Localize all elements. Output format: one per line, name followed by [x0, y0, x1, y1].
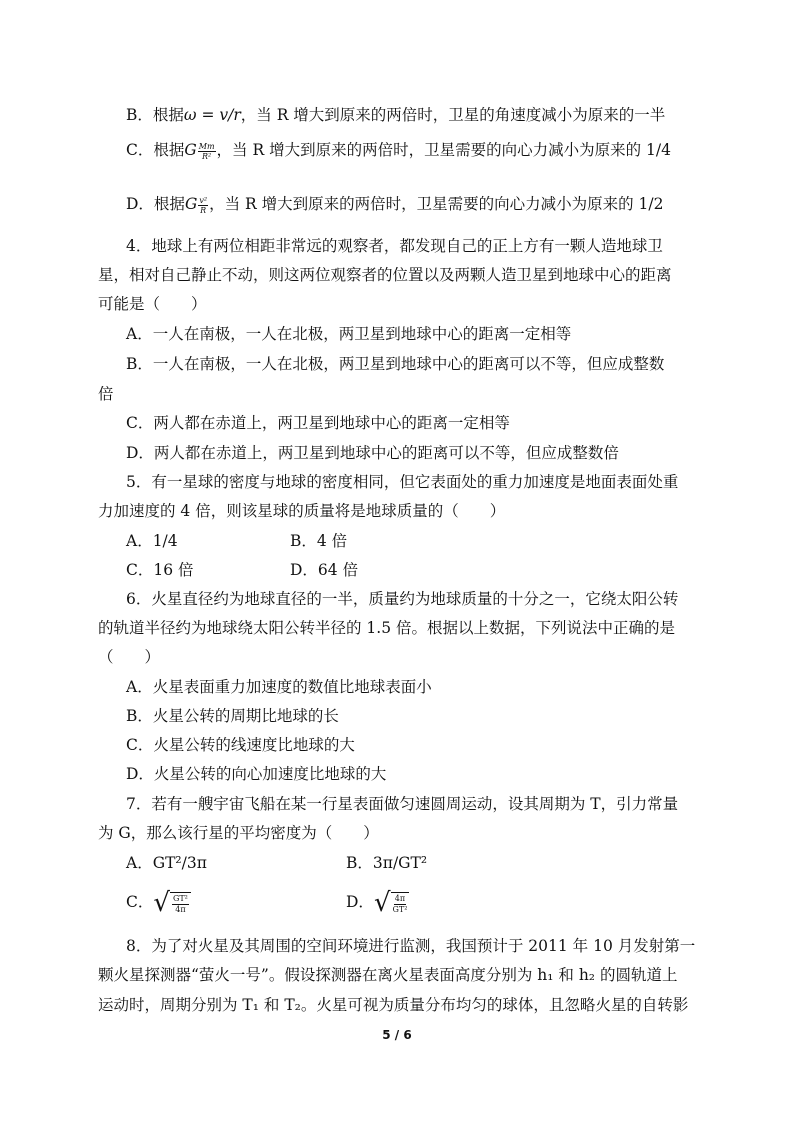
q5-stem-2: 力加速度的 4 倍，则该星球的质量将是地球质量的（ ）: [98, 502, 506, 520]
q7-option-a: A．GT²/3π: [126, 854, 207, 872]
q8-stem-2: 颗火星探测器“萤火一号”。假设探测器在离火星表面高度分别为 h₁ 和 h₂ 的圆轨道上: [98, 966, 678, 984]
q4-option-d: D．两人都在赤道上，两卫星到地球中心的距离可以不等，但应成整数倍: [126, 444, 619, 462]
q5-option-c: C．16 倍: [126, 561, 194, 579]
q7-option-c: C． √ GT² 4π: [126, 888, 191, 916]
fraction: $\frac{\text{v²}}{R}$: [199, 195, 208, 215]
q4-option-c: C．两人都在赤道上，两卫星到地球中心的距离一定相等: [126, 414, 510, 432]
q3-option-c: C．根据G $\frac{Mm}{\text{R²}}$ ，当 R 增大到原来的两倍时，卫星需要的向心力减小为原来的 1/4: [126, 141, 671, 161]
q4-stem-1: 4．地球上有两位相距非常远的观察者，都发现自己的正上方有一颗人造地球卫: [126, 237, 663, 255]
page-number: 5 / 6: [382, 1028, 412, 1042]
q7-stem-1: 7．若有一艘宇宙飞船在某一行星表面做匀速圆周运动，设其周期为 T，引力常量: [126, 795, 679, 813]
q6-option-a: A．火星表面重力加速度的数值比地球表面小: [126, 678, 432, 696]
q6-option-b: B．火星公转的周期比地球的长: [126, 707, 339, 725]
q7-option-d: D． √ 4π GT²: [346, 888, 408, 918]
q4-option-a: A．一人在南极，一人在北极，两卫星到地球中心的距离一定相等: [126, 325, 572, 343]
q4-stem-2: 星，相对自己静止不动，则这两位观察者的位置以及两颗人造卫星到地球中心的距离: [98, 266, 672, 284]
q5-option-d: D．64 倍: [290, 561, 359, 579]
q8-stem-1: 8．为了对火星及其周围的空间环境进行监测，我国预计于 2011 年 10 月发射第一: [126, 937, 696, 955]
q5-option-b: B．4 倍: [290, 532, 348, 550]
q6-stem-1: 6．火星直径约为地球直径的一半，质量约为地球质量的十分之一，它绕太阳公转: [126, 590, 679, 608]
q7-option-b: B．3π/GT²: [346, 854, 428, 872]
q6-option-d: D．火星公转的向心加速度比地球的大: [126, 765, 387, 783]
q6-stem-3: （ ）: [98, 648, 161, 666]
q4-option-b-2: 倍: [98, 385, 114, 403]
q4-stem-3: 可能是（ ）: [98, 295, 207, 313]
fraction: $\frac{Mm}{\text{R²}}$: [198, 141, 215, 161]
q6-option-c: C．火星公转的线速度比地球的大: [126, 736, 355, 754]
q3-option-d: D．根据G $\frac{\text{v²}}{R}$ ，当 R 增大到原来的两倍时，卫星需要的向心力减小为原来的 1/2: [126, 195, 664, 215]
q7-stem-2: 为 G，那么该行星的平均密度为（ ）: [98, 824, 379, 842]
q3-option-b: B．根据ω = v/r，当 R 增大到原来的两倍时，卫星的角速度减小为原来的一半: [126, 106, 666, 124]
q8-stem-3: 运动时，周期分别为 T₁ 和 T₂。火星可视为质量分布均匀的球体，且忽略火星的自转影: [98, 996, 689, 1014]
sqrt-expression: √ GT² 4π: [153, 890, 191, 916]
q5-stem-1: 5．有一星球的密度与地球的密度相同，但它表面处的重力加速度是地面表面处重: [126, 473, 679, 491]
q6-stem-2: 的轨道半径约为地球绕太阳公转半径的 1.5 倍。根据以上数据，下列说法中正确的是: [98, 619, 676, 637]
q5-option-a: A．1/4: [126, 532, 178, 550]
sqrt-expression: √ 4π GT²: [373, 888, 408, 918]
q4-option-b-1: B．一人在南极，一人在北极，两卫星到地球中心的距离可以不等，但应成整数: [126, 355, 665, 373]
